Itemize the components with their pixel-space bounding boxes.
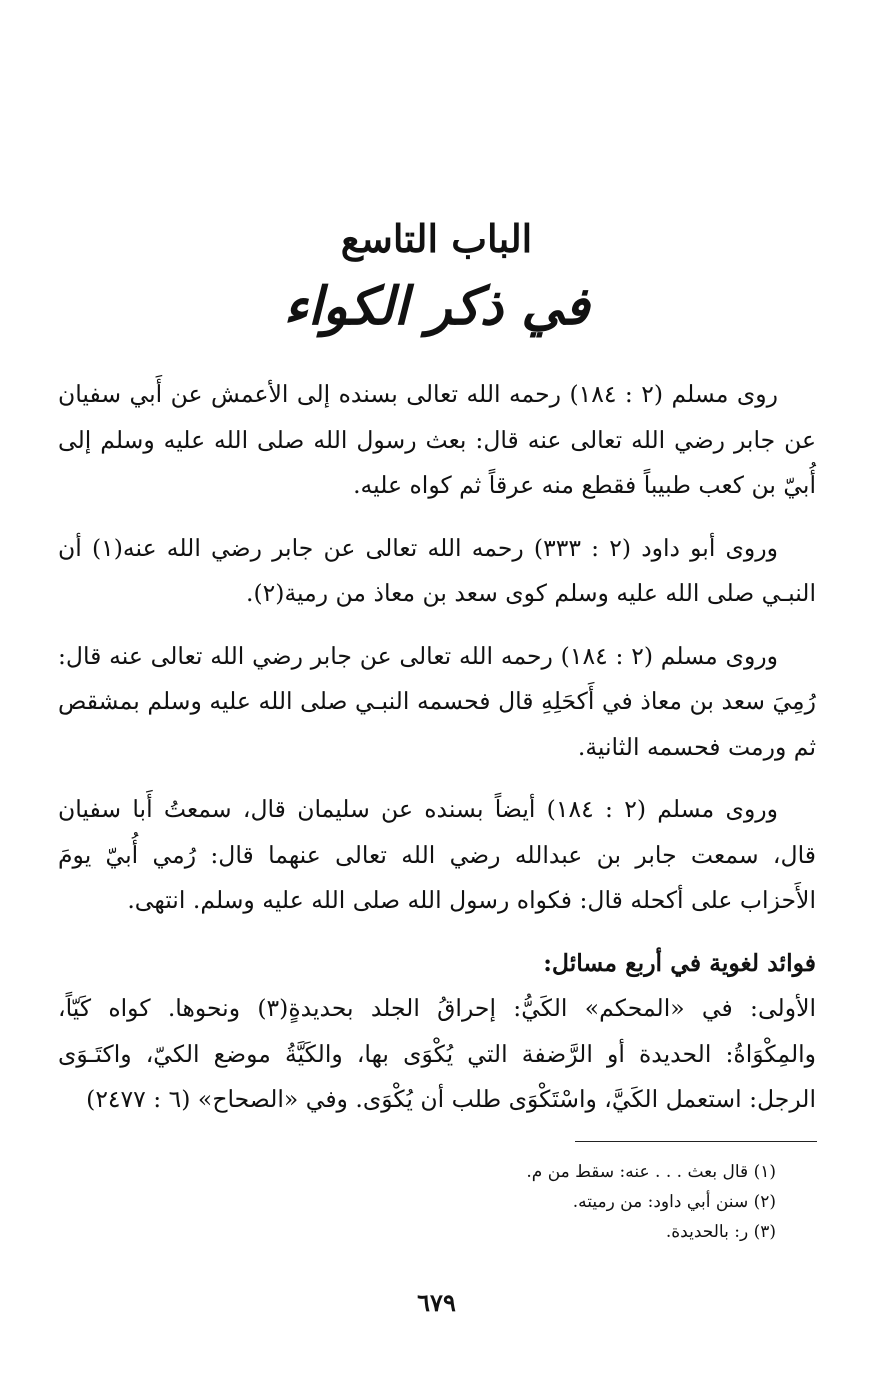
footnote-divider (575, 1141, 817, 1142)
chapter-number: الباب التاسع (340, 216, 533, 261)
chapter-title: في ذكر الكواء (283, 276, 590, 337)
paragraph-3: وروى مسلم (٢ : ١٨٤) رحمه الله تعالى عن جابر رضي الله تعالى عنه قال: رُمِيَ سعد بن معاذ في أَكحَلِهِ قال فحسمه النبـي صلى الله عليه وسلم بمشقص ثم ورمت فحسمه الثانية. (58, 641, 816, 761)
main-text (58, 372, 816, 1123)
page-number: ٦٧٩ (417, 1288, 456, 1317)
paragraph-1: روى مسلم (٢ : ١٨٤) رحمه الله تعالى بسنده إلى الأعمش عن أَبي سفيان عن جابر رضي الله تعالى عنه قال: بعث رسول الله صلى الله عليه وسلم إلى أُبيّ بن كعب طبيباً فقطع منه عرقاً ثم كواه عليه. (58, 380, 816, 499)
footnote-2: (٢) سنن أبي داود: من رميته. (572, 1192, 776, 1212)
footnotes (300, 1157, 776, 1247)
paragraph-4: وروى مسلم (٢ : ١٨٤) أيضاً بسنده عن سليمان قال، سمعتُ أَبا سفيان قال، سمعت جابر بن عبدالله رضي الله تعالى عنهما قال: رُمي أُبيّ يومَ الأَحزاب على أكحله قال: فكواه رسول الله صلى الله عليه وسلم. انتهى. (58, 795, 816, 914)
footnote-1: (١) قال بعث . . . عنه: سقط من م. (526, 1162, 776, 1182)
paragraph-2: وروى أبو داود (٢ : ٣٣٣) رحمه الله تعالى عن جابر رضي الله عنه(١) أن النبـي صلى الله عليه وسلم كوى سعد بن معاذ من رمية(٢). (58, 533, 816, 607)
footnote-3: (٣) ر: بالحديدة. (665, 1222, 776, 1242)
paragraph-5: الأولى: في «المحكم» الكَيُّ: إحراقُ الجلد بحديدةٍ(٣) ونحوها. كواه كَيّاً، والمِكْوَاةُ: الحديدة أو الرَّضفة التي يُكْوَى بها، والكَيَّةُ موضع الكيّ، واكتَـوَى الرجل: استعمل الكَيَّ، واسْتَكْوَى طلب أن يُكْوَى. وفي «الصحاح» (٦ : ٢٤٧٧) (58, 994, 816, 1113)
chapter-heading (0, 210, 873, 344)
section-subheading: فوائد لغوية في أربع مسائل: (543, 948, 816, 977)
